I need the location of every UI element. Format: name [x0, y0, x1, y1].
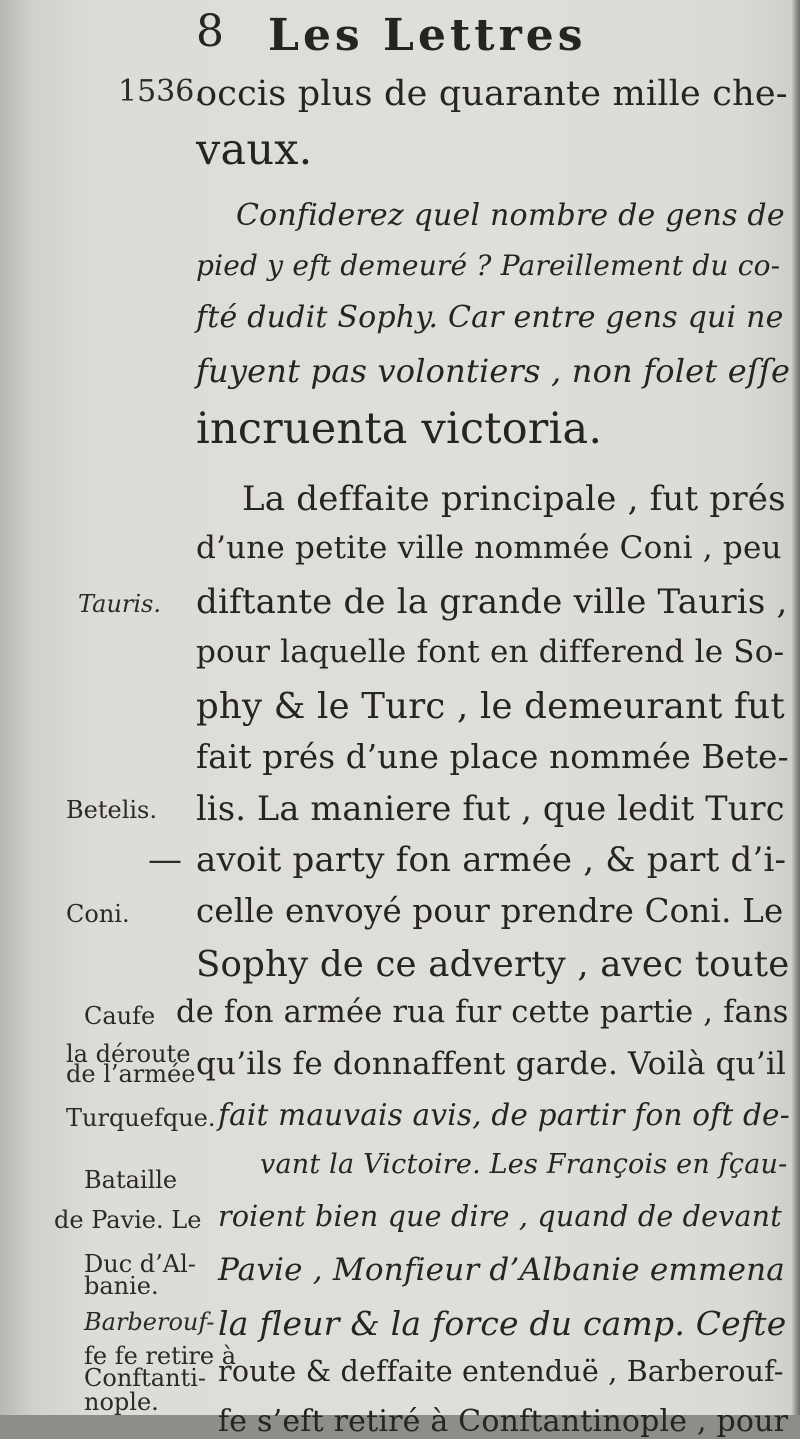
margin-note-tauris: Tauris.: [78, 590, 162, 618]
text-line: route & deffaite entenduë , Barberouf-: [218, 1355, 784, 1388]
margin-dash: —: [148, 840, 182, 880]
margin-note-retire: Conftanti-: [84, 1364, 206, 1392]
text-line: fait prés d’une place nommée Bete-: [196, 738, 789, 776]
margin-note-retire: fe fe retire à: [84, 1342, 237, 1370]
text-line: celle envoyé pour prendre Coni. Le: [196, 892, 784, 930]
margin-note-coni: Coni.: [66, 900, 130, 928]
text-line: La deffaite principale , fut prés: [242, 479, 786, 519]
margin-note-deroute: de l’armée: [66, 1060, 196, 1088]
text-line: fait mauvais avis, de partir fon oft de-: [218, 1098, 790, 1132]
text-line: fe s’eft retiré à Conftantinople , pour: [218, 1404, 789, 1439]
text-line: fuyent pas volontiers , non folet eſſe: [196, 352, 791, 390]
text-line: fté dudit Sophy. Car entre gens qui ne: [196, 300, 784, 335]
text-line: roient bien que dire , quand de devant: [218, 1200, 782, 1233]
text-line: d’une petite ville nommée Coni , peu: [196, 530, 782, 566]
text-line: occis plus de quarante mille che-: [196, 74, 788, 114]
text-line: lis. La maniere fut , que ledit Turc: [196, 789, 785, 828]
text-line: Sophy de ce adverty , avec toute: [196, 944, 790, 985]
text-line: vaux.: [196, 125, 313, 175]
text-line: la fleur & la force du camp. Cefte: [218, 1304, 787, 1343]
margin-note-bataille: de Pavie. Le: [54, 1206, 202, 1234]
text-line: de fon armée rua fur cette partie , fans: [176, 995, 789, 1030]
text-line: vant la Victoire. Les François en fçau-: [260, 1149, 788, 1180]
text-line: incruenta victoria.: [196, 404, 603, 454]
page-number: 8: [196, 6, 225, 57]
page-edge: [792, 0, 800, 1415]
margin-note-bataille: Bataille: [84, 1166, 178, 1194]
text-line: Pavie , Monfieur d’Albanie emmena: [218, 1252, 785, 1288]
text-line: Confiderez quel nombre de gens de: [236, 198, 785, 233]
margin-note-duc: banie.: [84, 1272, 159, 1300]
text-line: avoit party fon armée , & part d’i-: [196, 840, 787, 880]
margin-note-barberousse: Barberouf-: [84, 1308, 215, 1336]
margin-year: 1536.: [118, 74, 204, 109]
margin-note-duc: Duc d’Al-: [84, 1250, 196, 1278]
margin-note-deroute: la déroute: [66, 1040, 191, 1068]
margin-note-betelis: Betelis.: [66, 796, 157, 824]
running-title: Les Lettres: [268, 10, 587, 61]
text-line: diftante de la grande ville Tauris ,: [196, 582, 788, 622]
margin-note-retire: nople.: [84, 1388, 159, 1416]
text-line: qu’ils fe donnaffent garde. Voilà qu’il: [196, 1046, 787, 1082]
margin-note-cause: Caufe: [84, 1002, 156, 1030]
text-line: phy & le Turc , le demeurant fut: [196, 686, 785, 727]
text-line: pour laquelle font en differend le So-: [196, 634, 785, 670]
margin-note-turquesque: Turquefque.: [66, 1104, 216, 1132]
text-line: pied y eft demeuré ? Pareillement du co-: [196, 249, 781, 282]
